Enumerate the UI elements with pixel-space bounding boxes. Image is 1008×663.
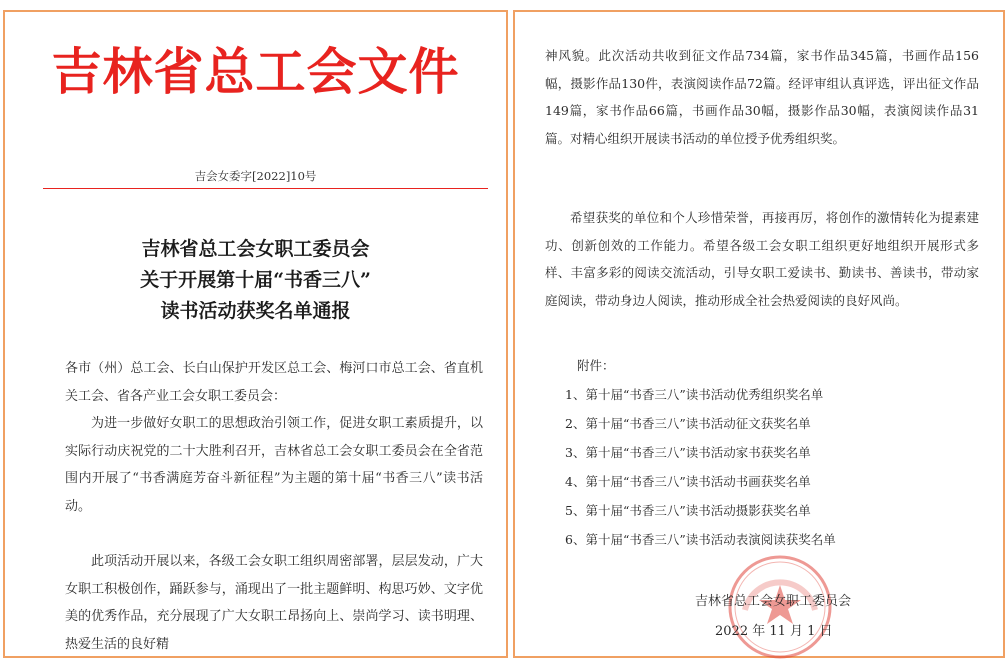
attachment-item: 5、第十届“书香三八”读书活动摄影获奖名单 <box>565 503 811 518</box>
body-paragraph-1: 为进一步做好女职工的思想政治引领工作，促进女职工素质提升，以实际行动庆祝党的二十大胜利召开，吉林省总工会女职工委员会在全省范围内开展了“书香满庭芳奋斗新征程”为主题的第十届“书香三八”读书活动。 <box>65 416 483 514</box>
attachment-item: 6、第十届“书香三八”读书活动表演阅读获奖名单 <box>565 532 836 547</box>
document-title-line-3: 读书活动获奖名单通报 <box>160 300 351 322</box>
attachment-item: 1、第十届“书香三八”读书活动优秀组织奖名单 <box>565 387 824 402</box>
body-paragraph-continued: 神风貌。此次活动共收到征文作品734篇，家书作品345篇，书画作品156幅，摄影作品130件，表演阅读作品72篇。经评审组认真评选，评出征文作品149篇，家书作品66篇，书画作品30幅，摄影作品30幅，表演阅读作品31篇。对精心组织开展读书活动的单位授予优秀组织奖。 <box>545 48 979 146</box>
attachment-item: 4、第十届“书香三八”读书活动书画获奖名单 <box>565 474 811 489</box>
body-paragraph-3: 希望获奖的单位和个人珍惜荣誉，再接再厉，将创作的激情转化为提素建功、创新创效的工作能力。希望各级工会女职工组织更好地组织开展形式多样、丰富多彩的阅读交流活动，引导女职工爱读书、勤读书、善读书，带动家庭阅读，带动身边人阅读，推动形成全社会热爱阅读的良好风尚。 <box>545 210 979 308</box>
attachments-label: 附件： <box>577 358 615 373</box>
addressee-paragraph: 各市（州）总工会、长白山保护开发区总工会、梅河口市总工会、省直机关工会、省各产业工会女职工委员会： <box>65 361 483 404</box>
signature-date: 2022 年 11 月 1 日 <box>715 624 833 639</box>
red-divider <box>43 188 488 189</box>
attachments-list <box>565 380 985 554</box>
document-title-line-2: 关于开展第十届“书香三八” <box>140 269 371 291</box>
document-page-right <box>513 10 1005 658</box>
attachment-item: 2、第十届“书香三八”读书活动征文获奖名单 <box>565 416 811 431</box>
document-title-line-1: 吉林省总工会女职工委员会 <box>141 238 370 260</box>
attachment-item: 3、第十届“书香三八”读书活动家书获奖名单 <box>565 445 811 460</box>
signature-organization: 吉林省总工会女职工委员会 <box>695 594 852 609</box>
document-header-title: 吉林省总工会文件 <box>51 43 460 101</box>
body-paragraph-2: 此项活动开展以来，各级工会女职工组织周密部署，层层发动，广大女职工积极创作，踊跃参与，涌现出了一批主题鲜明、构思巧妙、文字优美的优秀作品，充分展现了广大女职工昂扬向上、崇尚学习、读书明理、热爱生活的良好精 <box>65 554 483 652</box>
document-number: 吉会女委字[2022]10号 <box>194 169 317 183</box>
document-page-left <box>3 10 508 658</box>
